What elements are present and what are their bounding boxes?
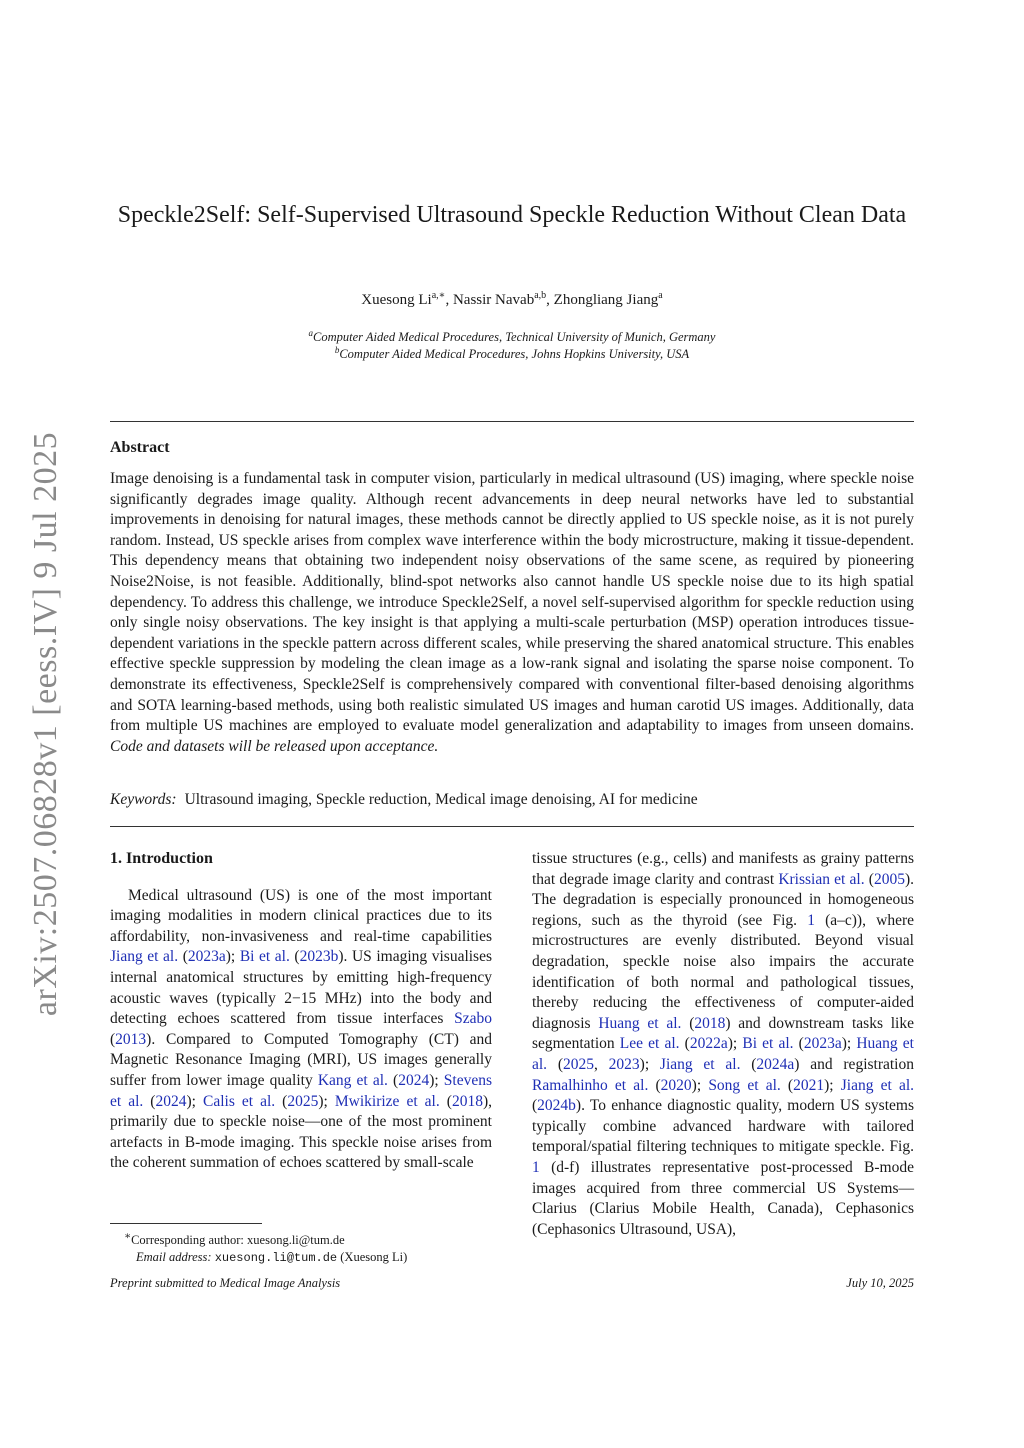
paragraph-text: ) and downstream tasks like segmentation xyxy=(532,1014,914,1053)
paragraph-text: ). Compared to Computed Tomography (CT) and Magnetic Resonance Imaging (MRI), US images generally suffer from lower image quality xyxy=(110,1030,492,1089)
footer-date: July 10, 2025 xyxy=(846,1276,914,1290)
citation-link[interactable]: 2024 xyxy=(155,1092,187,1110)
citation-link[interactable]: Lee et al. xyxy=(619,1035,680,1053)
citation-link[interactable]: 2021 xyxy=(793,1076,825,1094)
author-affiliation-mark: a,∗ xyxy=(431,290,446,301)
footnote-email-link[interactable]: xuesong.li@tum.de xyxy=(214,1251,338,1266)
footnote-corresponding: Corresponding author: xuesong.li@tum.de xyxy=(131,1233,345,1248)
paragraph-text: ); xyxy=(824,1076,841,1094)
affiliation-mark: b xyxy=(334,345,340,355)
paragraph-text: ( xyxy=(289,948,300,966)
introduction-paragraph-right xyxy=(532,849,914,1240)
abstract-heading: Abstract xyxy=(110,439,170,456)
abstract-text: Image denoising is a fundamental task in computer vision, particularly in medical ultrasound (US) imaging, where speckle noise significantly degrades image quality. Although recent advancements in deep neural networks have led to substantial improvements in denoising for natural images, these methods cannot be directly applied to US speckle noise, as it is not purely random. Instead, US speckle arises from complex wave interference within the body microstructure, making it tissue-dependent. This dependency means that obtaining two independent noisy observations of the same scene, as required by pioneering Noise2Noise, is not feasible. Additionally, blind-spot networks also cannot handle US speckle noise due to its high spatial dependency. To address this challenge, we introduce Speckle2Self, a novel self-supervised algorithm for speckle reduction using only single noisy observations. The key insight is that applying a multi-scale perturbation (MSP) operation introduces tissue-dependent variations in the speckle pattern across different scales, while preserving the shared anatomical structure. This enables effective speckle suppression by modeling the clean image as a low-rank signal and isolating the sparse noise component. To demonstrate its effectiveness, Speckle2Self is comprehensively compared with conventional filter-based denoising algorithms and SOTA learning-based methods, using both realistic simulated US images and human carotid US images. Additionally, data from multiple US machines are employed to evaluate model generalization and adaptability to images from unseen domains. xyxy=(110,470,914,735)
paragraph-text: ); xyxy=(639,1055,660,1073)
paragraph-text: ); xyxy=(225,948,240,966)
paragraph-text: ( xyxy=(387,1071,399,1089)
paragraph-text: ). US imaging visualises internal anatomical structures by emitting high-frequency acoustic waves (typically 2−15 MHz) into the body and detecting echoes scattered from tissue interfaces xyxy=(110,948,493,1028)
citation-link[interactable]: Szabo xyxy=(454,1010,492,1028)
citation-link[interactable]: 2024 xyxy=(398,1071,430,1089)
footnote-email-label: Email address: xyxy=(136,1250,212,1265)
citation-link[interactable]: Jiang et al. xyxy=(110,948,179,966)
footnote-email-owner: (Xuesong Li) xyxy=(340,1250,408,1265)
footnote-mark: ∗ xyxy=(124,1231,132,1242)
paragraph-text: (a–c)), where microstructures are evenly distributed. Beyond visual degradation, speckle noise also impairs the accurate identification of both normal and pathological tissues, thereby reducing the effectiveness of computer-aided diagnosis xyxy=(532,911,914,1032)
paragraph-text: (d-f) illustrates representative post-processed B-mode images acquired from three commercial US Systems—Clarius (Clarius Mobile Health, Canada), Cephasonics (Cephasonics Ultrasound, USA), xyxy=(532,1158,914,1238)
keywords-line xyxy=(110,791,914,809)
citation-link[interactable]: 2023 xyxy=(608,1055,640,1073)
paragraph-text: ); xyxy=(429,1071,444,1089)
affiliation-a xyxy=(110,328,914,345)
citation-link[interactable]: 2024b xyxy=(537,1097,576,1115)
citation-link[interactable]: 2018 xyxy=(451,1092,483,1110)
paragraph-text: ); xyxy=(318,1092,335,1110)
author-name: Zhongliang Jiang xyxy=(553,292,659,308)
paragraph-text: ( xyxy=(864,870,874,888)
affiliation-mark: a xyxy=(308,328,314,338)
paragraph-text: ( xyxy=(110,1030,116,1048)
left-column xyxy=(110,849,492,1174)
footer-journal-note: Preprint submitted to Medical Image Analysis xyxy=(110,1276,341,1290)
paragraph-text: ( xyxy=(439,1092,452,1110)
citation-link[interactable]: 2018 xyxy=(694,1014,726,1032)
paragraph-text: ( xyxy=(780,1076,794,1094)
affiliation-b xyxy=(110,345,914,362)
keywords-text: Ultrasound imaging, Speckle reduction, Medical image denoising, AI for medicine xyxy=(184,791,698,808)
paragraph-text: ), primarily due to speckle noise—one of the most prominent artefacts in B-mode imaging. This speckle noise arises from the coherent summation of echoes scattered by small-scale xyxy=(110,1092,492,1172)
paragraph-text: ( xyxy=(681,1014,695,1032)
paragraph-text: ( xyxy=(143,1092,156,1110)
citation-link[interactable]: Kang et al. xyxy=(317,1071,388,1089)
citation-link[interactable]: Jiang et al. xyxy=(659,1055,741,1073)
paragraph-text: ) and registration xyxy=(794,1055,914,1073)
author-list xyxy=(110,290,914,309)
keywords-label: Keywords: xyxy=(110,791,177,808)
citation-link[interactable]: Jiang et al. xyxy=(840,1076,915,1094)
paragraph-text: ( xyxy=(532,1097,538,1115)
author-affiliation-mark: a xyxy=(658,290,663,301)
paragraph-text: ( xyxy=(178,948,188,966)
author-affiliation-mark: a,b xyxy=(534,290,547,301)
footnote xyxy=(110,1228,492,1267)
paragraph-text: ( xyxy=(275,1092,288,1110)
citation-link[interactable]: Mwikirize et al. xyxy=(334,1092,440,1110)
citation-link[interactable]: Ramalhinho et al. xyxy=(532,1076,649,1094)
affiliation-text: Computer Aided Medical Procedures, Johns Hopkins University, USA xyxy=(339,347,690,362)
paragraph-text: ( xyxy=(547,1055,564,1073)
author-separator: , xyxy=(546,292,554,308)
introduction-paragraph-left xyxy=(110,886,492,1174)
citation-link[interactable]: 2013 xyxy=(115,1030,147,1048)
section-heading-introduction: 1. Introduction xyxy=(110,850,213,867)
citation-link[interactable]: 2023a xyxy=(803,1035,842,1053)
paragraph-text: ); xyxy=(727,1035,743,1053)
paragraph-text: ). The degradation is especially pronounced in homogeneous regions, such as the thyroid (see Fig. xyxy=(532,870,914,929)
author-separator: , xyxy=(445,292,453,308)
paragraph-text: , xyxy=(594,1055,609,1073)
abstract-italic-note: Code and datasets will be released upon acceptance. xyxy=(110,737,439,755)
footnote-divider xyxy=(110,1223,262,1224)
paragraph-text: Medical ultrasound (US) is one of the most important imaging modalities in modern clinical practices due to its affordability, non-invasiveness and real-time capabilities xyxy=(110,886,492,945)
paragraph-text: ); xyxy=(691,1076,709,1094)
citation-link[interactable]: 2025 xyxy=(563,1055,595,1073)
paragraph-text: ). To enhance diagnostic quality, modern US systems typically combine advanced hardware with tailored temporal/spatial filtering techniques to mitigate speckle. Fig. xyxy=(532,1097,914,1156)
paragraph-text: ); xyxy=(841,1035,857,1053)
citation-link[interactable]: 2023b xyxy=(299,948,339,966)
paragraph-text: ( xyxy=(740,1055,757,1073)
citation-link[interactable]: 2023a xyxy=(187,948,226,966)
abstract-top-divider xyxy=(110,421,914,422)
citation-link[interactable]: 1 xyxy=(532,1158,540,1176)
affiliation-text: Computer Aided Medical Procedures, Technical University of Munich, Germany xyxy=(313,330,716,345)
paper-title: Speckle2Self: Self-Supervised Ultrasound Speckle Reduction Without Clean Data xyxy=(117,202,907,228)
citation-link[interactable]: Bi et al. xyxy=(239,948,290,966)
citation-link[interactable]: Stevens et al. xyxy=(110,1071,493,1110)
citation-link[interactable]: Huang et al. xyxy=(598,1014,682,1032)
paragraph-text: ( xyxy=(648,1076,661,1094)
citation-link[interactable]: Calis et al. xyxy=(202,1092,276,1110)
citation-link[interactable]: 1 xyxy=(807,911,815,929)
paragraph-text: ); xyxy=(186,1092,203,1110)
citation-link[interactable]: Bi et al. xyxy=(742,1035,794,1053)
citation-link[interactable]: 2024a xyxy=(756,1055,795,1073)
paragraph-text: ( xyxy=(679,1035,690,1053)
citation-link[interactable]: 2022a xyxy=(689,1035,728,1053)
paragraph-text: tissue structures (e.g., cells) and manifests as grainy patterns that degrade image clarity and contrast xyxy=(532,850,914,888)
citation-link[interactable]: Huang et al. xyxy=(532,1035,914,1073)
author-name: Xuesong Li xyxy=(361,292,432,308)
citation-link[interactable]: Song et al. xyxy=(708,1076,781,1094)
right-column xyxy=(532,849,914,1240)
citation-link[interactable]: 2005 xyxy=(873,870,905,888)
abstract-bottom-divider xyxy=(110,826,914,827)
citation-link[interactable]: Krissian et al. xyxy=(778,870,865,888)
abstract-body xyxy=(110,469,914,757)
author-name: Nassir Navab xyxy=(452,292,535,308)
arxiv-identifier-text: arXiv:2507.06828v1 [eess.IV] 9 Jul 2025 xyxy=(27,431,64,1017)
citation-link[interactable]: 2020 xyxy=(660,1076,692,1094)
paragraph-text: ( xyxy=(793,1035,804,1053)
citation-link[interactable]: 2025 xyxy=(287,1092,319,1110)
